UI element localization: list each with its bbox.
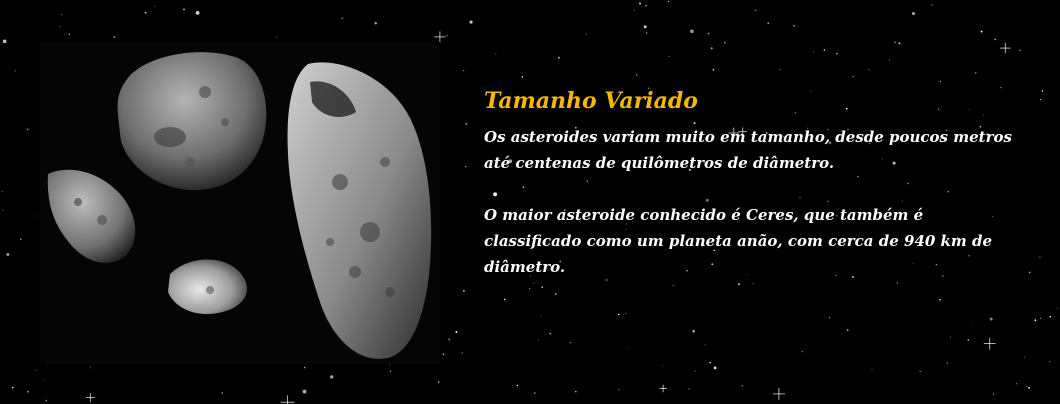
star (742, 385, 743, 386)
star (330, 375, 333, 378)
star (145, 12, 147, 14)
star (898, 42, 900, 44)
star (522, 76, 524, 78)
star (443, 353, 445, 355)
star (341, 18, 343, 20)
star (912, 12, 915, 15)
star (304, 367, 306, 369)
sparkle-star (281, 395, 295, 404)
star (114, 36, 116, 38)
star (709, 362, 710, 363)
asteroid-large-round (118, 52, 267, 190)
slide-title: Tamanho Variado (484, 88, 698, 114)
star (939, 299, 941, 301)
star (3, 39, 7, 43)
star (752, 283, 753, 284)
sparkle-star (86, 393, 95, 402)
star (541, 286, 543, 288)
star (829, 317, 830, 318)
star (6, 253, 9, 256)
star (517, 385, 518, 386)
star (276, 37, 277, 38)
star (36, 370, 37, 371)
star (570, 342, 572, 344)
star (940, 81, 941, 82)
star (27, 391, 29, 393)
star (711, 47, 713, 49)
star (972, 325, 973, 326)
star (303, 390, 307, 394)
star (625, 313, 626, 314)
star (222, 392, 224, 394)
star (586, 34, 587, 35)
star (636, 74, 637, 75)
star (533, 283, 534, 284)
star (2, 191, 3, 192)
star (668, 1, 669, 2)
star (534, 392, 536, 394)
star (627, 347, 628, 348)
star (673, 285, 674, 286)
star (868, 69, 869, 70)
star (1049, 361, 1050, 362)
star (69, 34, 70, 35)
sparkle-star (984, 338, 996, 350)
star (455, 331, 457, 333)
star (43, 380, 44, 381)
star (713, 69, 715, 71)
star (824, 49, 826, 51)
star (847, 329, 849, 331)
star (975, 72, 976, 73)
star (60, 26, 61, 27)
star (2, 210, 3, 211)
star (738, 283, 740, 285)
star (389, 364, 390, 365)
star (802, 351, 803, 352)
star (813, 51, 814, 52)
star (438, 381, 440, 383)
star (61, 14, 62, 15)
star (470, 21, 473, 24)
star (950, 336, 951, 337)
star (990, 318, 993, 321)
star (645, 5, 647, 7)
star (644, 25, 647, 28)
star (646, 32, 647, 33)
star (1035, 319, 1037, 321)
star (1040, 318, 1041, 319)
star (27, 128, 29, 130)
sparkle-star (434, 31, 445, 42)
star (390, 371, 391, 372)
star (981, 31, 983, 33)
star (45, 400, 47, 402)
star (90, 367, 91, 368)
star (495, 54, 496, 55)
star (529, 288, 530, 289)
sparkle-star (1000, 43, 1010, 53)
star (575, 391, 576, 392)
star (714, 367, 717, 370)
star (1057, 308, 1058, 309)
star (639, 3, 641, 5)
star (549, 333, 551, 335)
star (690, 29, 694, 33)
star (967, 339, 969, 341)
star (993, 394, 994, 395)
star (695, 371, 696, 372)
star (618, 314, 620, 316)
star (618, 389, 619, 390)
star (504, 299, 506, 301)
star (780, 69, 781, 70)
star (894, 41, 896, 43)
star (755, 10, 756, 11)
star (1019, 49, 1021, 51)
star (994, 39, 996, 41)
star (20, 239, 22, 241)
star (12, 387, 14, 389)
star (705, 344, 706, 345)
star (446, 35, 447, 36)
paragraph-ceres: O maior asteroide conhecido é Ceres, que também é classificado como um planeta anão, com cerca de 940 km de diâmetro. (484, 206, 993, 276)
paragraph-size-range: Os asteroides variam muito em tamanho, desde poucos metros até centenas de quilômetros de diâmetro. (484, 128, 1012, 172)
star (692, 330, 695, 333)
star (1026, 386, 1027, 387)
text-block (484, 86, 1044, 280)
star (872, 369, 873, 370)
star (462, 352, 463, 353)
star (540, 316, 541, 317)
star (463, 70, 464, 71)
star (724, 42, 725, 43)
star (558, 57, 560, 59)
star (1028, 387, 1030, 389)
star (538, 339, 539, 340)
star (836, 53, 837, 54)
star (669, 56, 670, 57)
star (793, 25, 795, 27)
star (463, 290, 465, 292)
star (374, 22, 376, 24)
sparkle-star (773, 388, 785, 400)
star (688, 388, 689, 389)
star (183, 9, 185, 11)
star (1050, 316, 1052, 318)
star (155, 6, 156, 7)
star (448, 338, 450, 340)
star (947, 362, 948, 363)
star (931, 4, 933, 6)
star (465, 123, 467, 125)
star (708, 33, 710, 35)
star (196, 11, 200, 15)
star (634, 10, 635, 11)
star (34, 216, 35, 217)
star (1024, 357, 1025, 358)
star (662, 365, 663, 366)
star (897, 282, 899, 284)
star (853, 76, 854, 77)
star (920, 371, 921, 372)
star (465, 166, 466, 167)
star (1016, 383, 1017, 384)
sparkle-star (659, 385, 667, 393)
star (15, 70, 16, 71)
star (889, 59, 890, 60)
asteroids-image (40, 42, 440, 364)
star (767, 22, 769, 24)
star (555, 293, 557, 295)
